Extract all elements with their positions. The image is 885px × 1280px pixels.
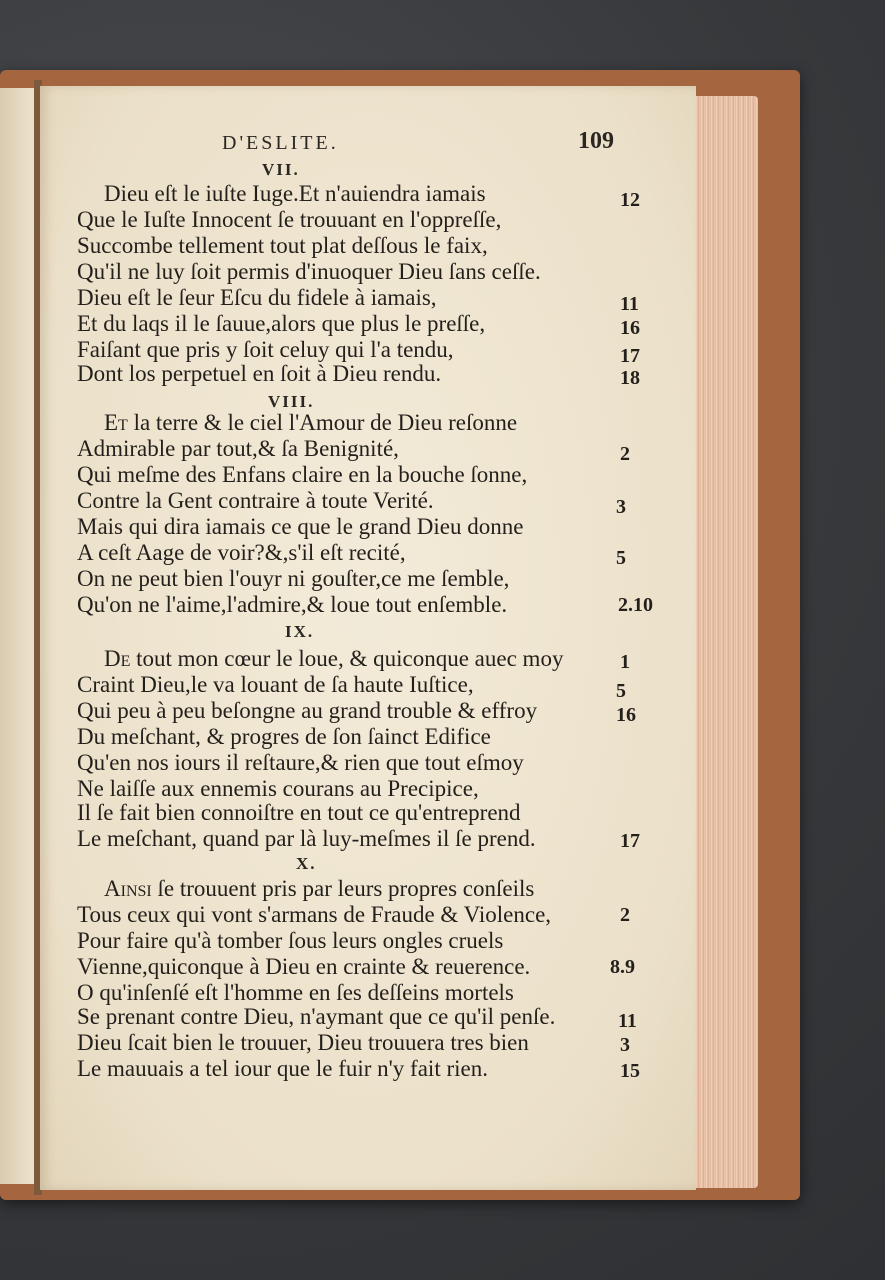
margin-reference: 3 (620, 1034, 630, 1056)
verse-line: Et du laqs il le ſauue,alors que plus le preſſe, (77, 311, 486, 336)
verse-line: Mais qui dira iamais ce que le grand Dieu donne (77, 514, 524, 539)
running-title: D'ESLITE. (222, 132, 339, 154)
margin-reference: 17 (620, 345, 640, 367)
margin-reference: 17 (620, 830, 640, 852)
verse-line-text: ſe trouuent pris par leurs propres conſeils (151, 876, 535, 901)
verse-line-text: la terre & le ciel l'Amour de Dieu reſonne (127, 410, 518, 435)
verse-line: Du meſchant, & progres de ſon ſainct Edifice (77, 724, 491, 749)
verse-line-text: tout mon cœur le loue, & quiconque auec moy (130, 646, 564, 671)
verse-line (104, 876, 534, 902)
verse-line: Qu'il ne luy ſoit permis d'inuoquer Dieu ſans ceſſe. (77, 259, 541, 284)
verse-line: Dieu ſcait bien le trouuer, Dieu trouuera tres bien (77, 1030, 529, 1055)
verse-line: On ne peut bien l'ouyr ni gouſter,ce me ſemble, (77, 566, 510, 591)
page-edges (690, 96, 758, 1188)
margin-reference: 2 (620, 443, 630, 465)
margin-reference: 16 (616, 704, 636, 726)
stanza-number: IX. (285, 622, 315, 641)
verse-line: Pour faire qu'à tomber ſous leurs ongles cruels (77, 928, 504, 953)
verse-line: Qui meſme des Enfans claire en la bouche ſonne, (77, 462, 528, 487)
facing-page-edge (0, 88, 35, 1184)
verse-line: Dieu eſt le iuſte Iuge.Et n'auiendra iamais (104, 181, 486, 206)
verse-line: Que le Iuſte Innocent ſe trouuant en l'oppreſſe, (77, 207, 502, 232)
margin-reference: 16 (620, 317, 640, 339)
verse-line: Ne laiſſe aux ennemis courans au Precipice, (77, 776, 479, 801)
verse-line: Le meſchant, quand par là luy-meſmes il ſe prend. (77, 826, 536, 851)
verse-line (104, 646, 563, 672)
verse-line (104, 410, 517, 436)
verse-line: Craint Dieu,le va louant de ſa haute Iuſtice, (77, 672, 474, 697)
verse-line: Qui peu à peu beſongne au grand trouble & effroy (77, 698, 538, 723)
margin-reference: 2 (620, 904, 630, 926)
margin-reference: 5 (616, 547, 626, 569)
margin-reference: 2.10 (618, 594, 653, 616)
verse-line: A ceſt Aage de voir?&,s'il eſt recité, (77, 540, 406, 565)
stanza-number: X. (296, 854, 317, 873)
verse-line: Succombe tellement tout plat deſſous le faix, (77, 233, 488, 258)
initial-small-caps: Et (104, 410, 128, 435)
margin-reference: 1 (620, 651, 630, 673)
verse-line: Dieu eſt le ſeur Eſcu du fidele à iamais, (77, 285, 437, 310)
verse-line: O qu'inſenſé eſt l'homme en ſes deſſeins mortels (77, 980, 514, 1005)
initial-small-caps: De (104, 646, 131, 671)
verse-line: Admirable par tout,& ſa Benignité, (77, 436, 399, 461)
margin-reference: 11 (620, 293, 639, 315)
verse-line: Le mauuais a tel iour que le fuir n'y fait rien. (77, 1056, 488, 1081)
verse-line: Faiſant que pris y ſoit celuy qui l'a tendu, (77, 337, 454, 362)
margin-reference: 18 (620, 367, 640, 389)
margin-reference: 12 (620, 189, 640, 211)
verse-line: Se prenant contre Dieu, n'aymant que ce qu'il penſe. (77, 1004, 556, 1029)
verse-line: Vienne,quiconque à Dieu en crainte & reuerence. (77, 954, 531, 979)
initial-small-caps: Ainsi (104, 876, 152, 901)
margin-reference: 5 (616, 680, 626, 702)
margin-reference: 8.9 (610, 956, 635, 978)
stanza-number: VII. (262, 160, 300, 179)
verse-line: Qu'on ne l'aime,l'admire,& loue tout enſemble. (77, 592, 508, 617)
verse-line: Tous ceux qui vont s'armans de Fraude & Violence, (77, 902, 552, 927)
verse-line: Contre la Gent contraire à toute Verité. (77, 488, 434, 513)
verse-line: Qu'en nos iours il reſtaure,& rien que tout eſmoy (77, 750, 524, 775)
margin-reference: 3 (616, 496, 626, 518)
margin-reference: 15 (620, 1060, 640, 1082)
verse-line: Dont los perpetuel en ſoit à Dieu rendu. (77, 361, 442, 386)
page-number: 109 (578, 128, 614, 154)
stanza-number: VIII. (268, 392, 315, 411)
verse-line: Il ſe fait bien connoiſtre en tout ce qu'entreprend (77, 800, 521, 825)
margin-reference: 11 (618, 1010, 637, 1032)
